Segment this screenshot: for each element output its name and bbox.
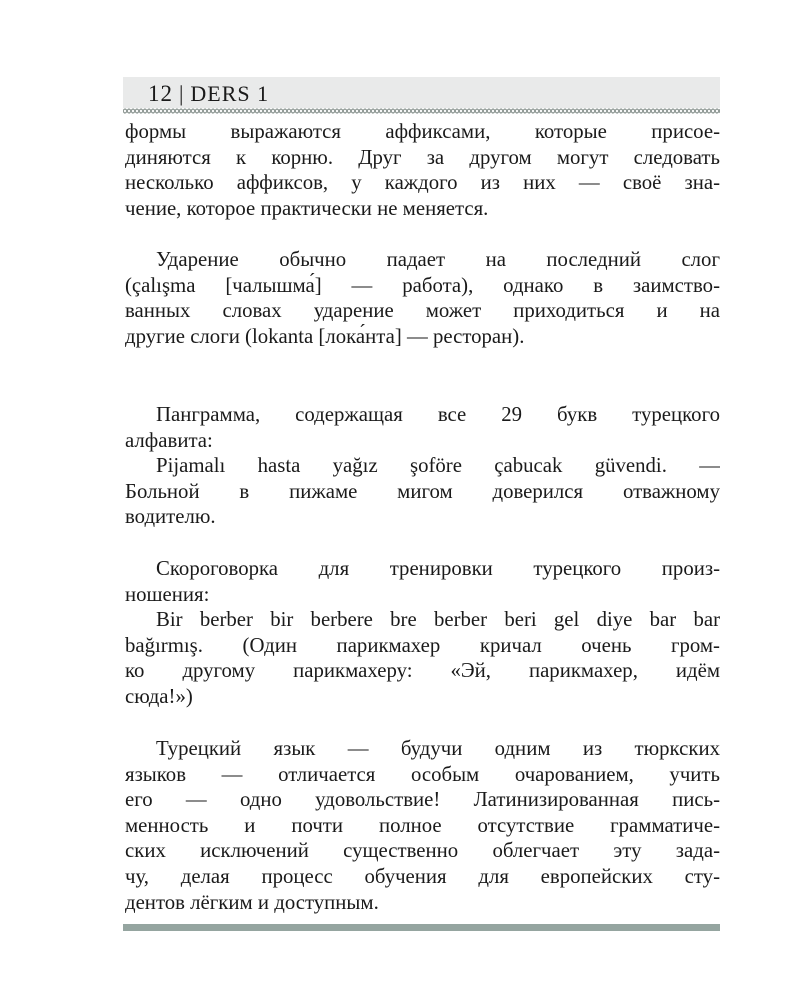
text-line: водителю. xyxy=(125,505,216,529)
text-line: дентов лёгким и доступным. xyxy=(125,890,379,914)
paragraph-5 xyxy=(125,556,720,607)
text-line: несколько аффиксов, у каждого из них — своё зна- xyxy=(125,171,720,195)
text-line: ношения: xyxy=(125,582,210,606)
paragraph-1 xyxy=(125,119,720,221)
text-line: чение, которое практически не меняется. xyxy=(125,196,489,220)
text-line: языков — отличается особым очарованием, учить xyxy=(125,762,720,786)
text-line: bağırmış. (Один парикмахер кричал очень гром- xyxy=(125,633,720,657)
paragraph-2 xyxy=(125,247,720,349)
text-line: его — одно удовольствие! Латинизированная пись- xyxy=(125,788,720,812)
text-line: ко другому парикмахеру: «Эй, парикмахер, идём xyxy=(125,659,720,683)
section-title: DERS 1 xyxy=(190,81,270,106)
text-line: сюда!») xyxy=(125,684,193,708)
text-line: ванных словах ударение может приходиться и на xyxy=(125,299,720,323)
text-line: Панграмма, содержащая все 29 букв турецкого xyxy=(156,403,720,426)
text-line: Pijamalı hasta yağız şoföre çabucak güvendi. — xyxy=(156,454,720,477)
paragraph-3 xyxy=(125,402,720,453)
text-line: ских исключений существенно облегчает эту зада- xyxy=(125,839,720,863)
page-number: 12 xyxy=(148,81,173,106)
text-line: менность и почти полное отсутствие грамматиче- xyxy=(125,813,720,837)
text-line: другие слоги (lokanta [лока́нта] — ресторан). xyxy=(125,324,525,348)
text-line: Ударение обычно падает на последний слог xyxy=(156,248,720,271)
text-line: чу, делая процесс обучения для европейских сту- xyxy=(125,864,720,888)
text-line: Скороговорка для тренировки турецкого произ- xyxy=(156,557,720,580)
text-line: Bir berber bir berbere bre berber beri gel diye bar bar xyxy=(156,608,720,631)
text-line: формы выражаются аффиксами, которые присое- xyxy=(125,120,720,143)
paragraph-4 xyxy=(125,453,720,530)
header-separator: | xyxy=(179,81,185,106)
paragraph-7 xyxy=(125,736,720,915)
text-line: Турецкий язык — будучи одним из тюркских xyxy=(156,737,720,760)
text-line: алфавита: xyxy=(125,428,213,452)
running-header xyxy=(148,81,269,107)
paragraph-6 xyxy=(125,607,720,709)
text-line: диняются к корню. Друг за другом могут следовать xyxy=(125,145,720,169)
footer-rule xyxy=(123,924,720,931)
text-line: Больной в пижаме мигом доверился отважному xyxy=(125,479,720,503)
decorative-wave-divider xyxy=(123,106,720,116)
text-line: (çalışma [чалышма́] — работа), однако в заимство- xyxy=(125,273,720,297)
